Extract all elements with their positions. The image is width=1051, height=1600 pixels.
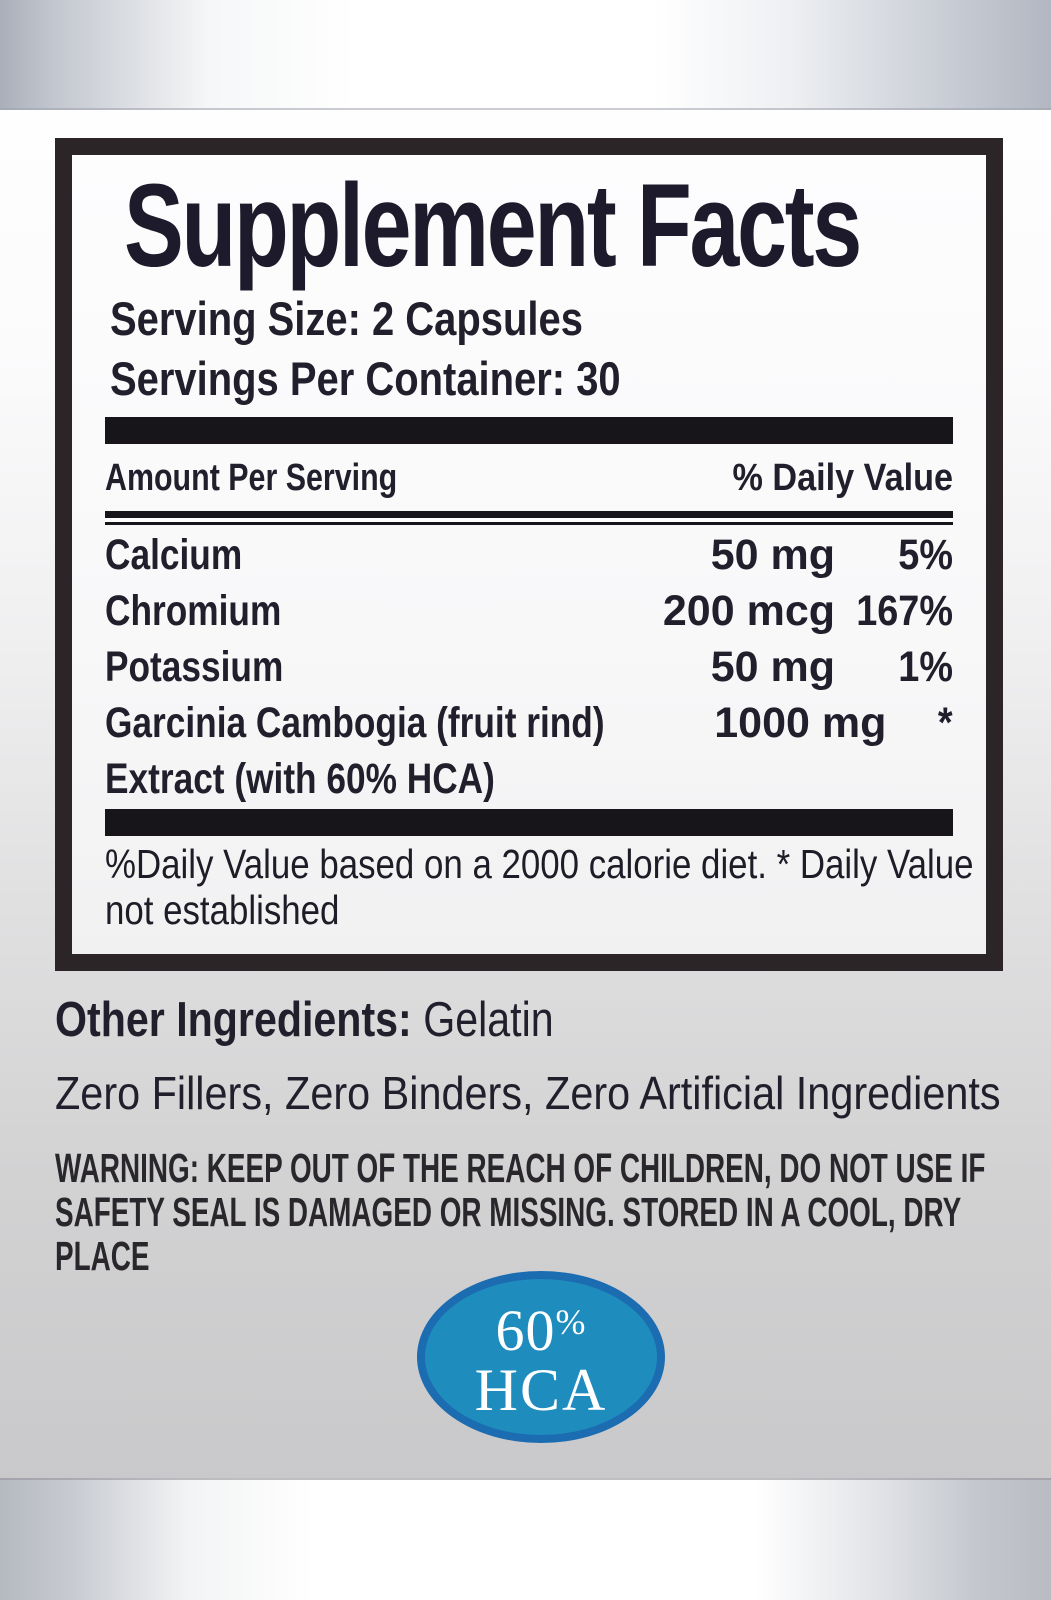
nutrient-name: Garcinia Cambogia (fruit rind) [105, 699, 605, 747]
nutrient-name: Potassium [105, 643, 284, 691]
percent-sign: % [555, 1302, 587, 1343]
claims-text: Zero Fillers, Zero Binders, Zero Artificial Ingredients [55, 1067, 1001, 1119]
other-ingredients [55, 992, 554, 1048]
hca-badge [417, 1271, 665, 1443]
table-row [105, 639, 953, 695]
warning-text [55, 1146, 985, 1278]
footnote-line: not established [105, 887, 340, 933]
nutrient-daily-value: * [938, 699, 953, 747]
table-header-row [105, 455, 953, 501]
daily-value-header: % Daily Value [732, 457, 953, 499]
bottle-bottom-band [0, 1478, 1051, 1600]
warning-line: SAFETY SEAL IS DAMAGED OR MISSING. STORED IN A COOL, DRY [55, 1189, 962, 1235]
table-row [105, 695, 953, 751]
footnote-line: %Daily Value based on a 2000 calorie diet. * Daily Value [105, 841, 974, 887]
badge-acronym: HCA [474, 1356, 608, 1423]
panel-title: Supplement Facts [124, 160, 860, 292]
nutrient-amount: 1000 mg [714, 699, 887, 747]
nutrient-name: Extract (with 60% HCA) [105, 755, 495, 803]
badge-percent: 60% [495, 1298, 587, 1364]
other-ingredients-value: Gelatin [411, 993, 554, 1047]
nutrient-amount [660, 751, 835, 807]
amount-per-serving-header: Amount Per Serving [105, 457, 398, 499]
other-ingredients-label: Other Ingredients: [55, 993, 412, 1047]
daily-value-footnote [105, 841, 974, 933]
serving-size: Serving Size: 2 Capsules [110, 292, 583, 345]
table-row [105, 583, 953, 639]
nutrient-name: Calcium [105, 531, 243, 579]
nutrient-name: Chromium [105, 587, 282, 635]
table-row [105, 527, 953, 583]
header-rule [105, 511, 953, 525]
nutrient-amount: 50 mg [710, 531, 835, 579]
table-row-continuation [105, 751, 953, 807]
nutrient-daily-value: 5% [898, 531, 953, 579]
nutrient-daily-value: 167% [856, 587, 953, 635]
divider-bar-bottom [105, 809, 953, 836]
nutrient-daily-value: 1% [898, 643, 953, 691]
nutrient-amount: 200 mcg [662, 587, 835, 635]
divider-bar-top [105, 417, 953, 444]
bottle-top-band [0, 0, 1051, 110]
nutrient-daily-value [849, 751, 953, 807]
servings-per-container: Servings Per Container: 30 [110, 352, 621, 405]
nutrient-table [105, 527, 953, 807]
nutrient-amount: 50 mg [710, 643, 835, 691]
warning-line: PLACE [55, 1233, 150, 1279]
supplement-facts-panel [55, 138, 1003, 971]
warning-line: WARNING: KEEP OUT OF THE REACH OF CHILDREN, DO NOT USE IF [55, 1145, 986, 1191]
